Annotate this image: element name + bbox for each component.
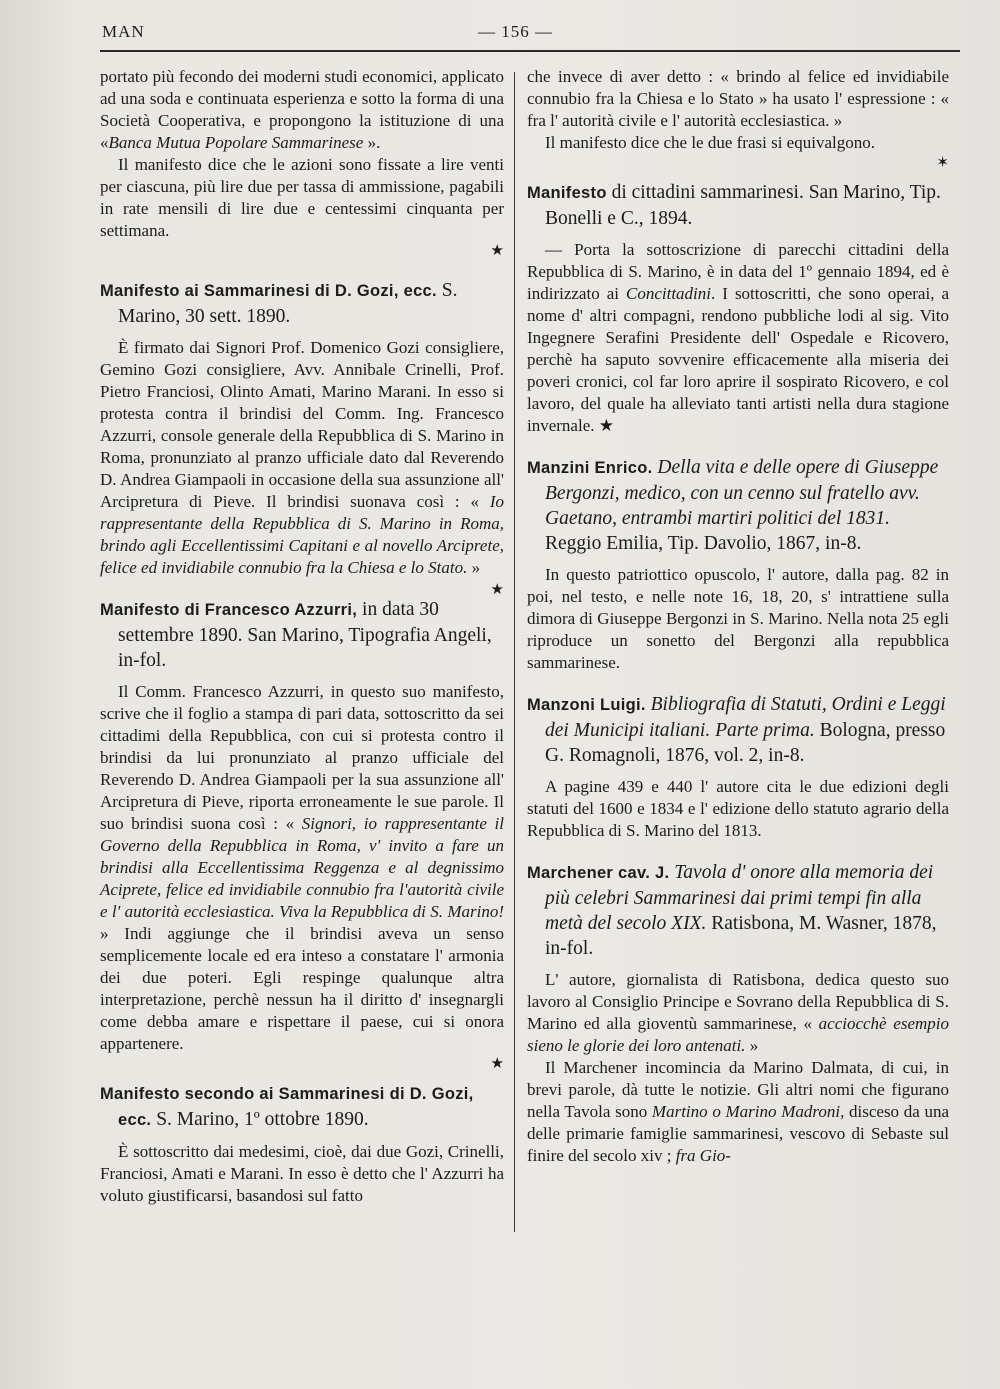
star-mark: ★ (490, 582, 504, 598)
entry-author: Manifesto (527, 184, 607, 202)
entry-heading (100, 278, 504, 329)
bibliography-entry (100, 278, 504, 598)
entry-author: Manzini Enrico. (527, 459, 653, 477)
entry-publication: Bologna, presso G. Romagnoli, 1876, vol. 2, in-8. (545, 720, 946, 766)
entry-description: Il Comm. Francesco Azzurri, in questo suo manifesto, scrive che il foglio a stampa di pari data, sottoscritto da sei cittadimi della Repubblica, con cui si protesta contro il brindisi da lui pronunziato al pranzo ufficiale del Reverendo D. Andrea Giampaoli per la sua assunzione all' Arcipretura di Pieve, riporta erroneamente le sue parole. Il suo brindisi suona così : « Signori, io rappresentante il Governo della Repubblica in Roma, v' invito a fare un brindisi alla Eccellentissima Reggenza e al degnissimo Aciprete, felice ed invidiabile connubio fra l'autorità civile e l' autorità ecclesiastica. Viva la Repubblica di S. Marino! » Indi aggiunge che il brindisi aveva un senso semplicemente locale ed era inteso a constatare l' armonia dei due poteri. Egli respinge qualunque altra interpretazione, perchè nessun ha il diritto d' insegnargli come debba amare e rispettare il paese, cui si onora appartenere. (100, 682, 504, 1053)
entry-description: — Porta la sottoscrizione di parecchi cittadini della Repubblica di S. Marino, è in data del 1º gennaio 1894, ed è indirizzato ai Concittadini. I sottoscritti, che sono operai, a nome d' altri compagni, rendono pubbliche lodi al sig. Vito Ingegnere Serafini Presidente dell' Ospedale e Ricovero, perchè ha saputo sovvenire efficacemente alla miseria dei poveri cronici, col far loro aprire il sospirato Ricovero, e col lavoro, del quale ha alleviato tanti artisti nella dura stagione invernale. ★ (527, 240, 949, 435)
running-title: MAN (102, 22, 145, 41)
paragraph: portato più fecondo dei moderni studi economici, applicato ad una soda e continuata esperienza e sotto la forma di una Società Cooperativa, e propongono la istituzione di una «Banca Mutua Popolare Sammarinese ». (100, 67, 504, 152)
entry-heading (527, 180, 949, 231)
entry-description: In questo patriottico opuscolo, l' autore, dalla pag. 82 in poi, nel testo, e nelle note 16, 18, 20, s' intrattiene sulla dimora di Giuseppe Bergonzi in S. Marino. Nella nota 25 egli riproduce un sonetto del Bergonzi alla repubblica sammarinese. (527, 565, 949, 672)
entry-author: Manzoni Luigi. (527, 696, 646, 714)
entry-title: Della vita e delle opere di Giuseppe Bergonzi, medico, con un cenno sul fratello avv. Gaetano, entrambi martiri politici del 1831. (545, 457, 939, 529)
entry-publication: in data 30 settembre 1890. San Marino, Tipografia Angeli, in-fol. (118, 599, 492, 671)
entry-description: A pagine 439 e 440 l' autore cita le due edizioni degli statuti del 1600 e 1834 e l' edizione dello statuto agrario della Repubblica di S. Marino del 1813. (527, 777, 949, 840)
entry-publication: S. Marino, 1º ottobre 1890. (151, 1109, 369, 1130)
star-mark: ★ (490, 243, 504, 259)
entry-publication: di cittadini sammarinesi. San Marino, Tip. Bonelli e C., 1894. (545, 182, 941, 229)
entry-description: È sottoscritto dai medesimi, cioè, dai due Gozi, Crinelli, Franciosi, Amati e Marani. In esso è detto che l' Azzurri ha voluto giustificarsi, basandosi sul fatto (100, 1142, 504, 1205)
bibliography-entry (527, 860, 949, 1167)
right-column (527, 66, 949, 1167)
bibliography-entry (100, 1081, 504, 1207)
bibliography-entry (527, 455, 949, 674)
entry-heading (100, 1081, 504, 1133)
page-header (100, 22, 1000, 46)
entry-author: Manifesto di Francesco Azzurri, (100, 601, 358, 619)
paragraph: Il manifesto dice che le azioni sono fissate a lire venti per ciascuna, più lire due per tassa di ammissione, pagabili in rate mensili di lire due e centessimi cinquanta per settimana. (100, 155, 504, 240)
entry-publication: Reggio Emilia, Tip. Davolio, 1867, in-8. (545, 533, 862, 554)
entry-description: Il Marchener incomincia da Marino Dalmata, di cui, in brevi parole, dà tutte le notizie. Gli altri nomi che figurano nella Tavola sono Martino o Marino Madroni, disceso da una delle primarie famiglie sammarinesi, vescovo di Sebaste sul finire del secolo xiv ; fra Gio- (527, 1058, 950, 1165)
paragraph: Il manifesto dice che le due frasi si equivalgono. (545, 133, 875, 152)
asterisk-mark: ✶ (936, 155, 949, 171)
entry-author: Manifesto secondo ai Sammarinesi di D. Gozi, ecc. (100, 1085, 474, 1129)
left-column (100, 66, 504, 1207)
entry-title: Tavola d' onore alla memoria dei più celebri Sammarinesi dai primi tempi fin alla metà del secolo XIX. (545, 862, 934, 934)
entry-publication: Ratisbona, M. Wasner, 1878, in-fol. (545, 913, 937, 959)
entry-description: L' autore, giornalista di Ratisbona, dedica questo suo lavoro al Consiglio Principe e Sovrano della Repubblica di S. Marino ed alla gioventù sammarinese, « acciocchè esempio sieno le glorie dei loro antenati. » (527, 970, 949, 1055)
header-rule (100, 50, 960, 52)
entry-heading (527, 455, 949, 556)
paragraph: che invece di aver detto : « brindo al felice ed invidiabile connubio fra la Chiesa e lo Stato » ha usato l' espressione : « fra l' autorità civile e l' autorità ecclesiastica. » (527, 67, 949, 130)
star-mark: ★ (598, 416, 614, 435)
entry-heading (100, 597, 504, 673)
page-number: — 156 — (478, 22, 553, 41)
column-divider (514, 72, 515, 1232)
bibliography-entry (527, 180, 949, 437)
bibliography-entry (527, 692, 949, 842)
bibliography-entry (100, 597, 504, 1073)
entry-heading (527, 692, 949, 768)
entry-publication: S. Marino, 30 sett. 1890. (118, 280, 458, 327)
entry-author: Manifesto ai Sammarinesi di D. Gozi, ecc. (100, 282, 437, 300)
entry-description: È firmato dai Signori Prof. Domenico Gozi consigliere, Gemino Gozi consigliere, Avv. Annibale Crinelli, Prof. Pietro Franciosi, Olinto Amati, Marino Marani. In esso si protesta contra il brindisi del Comm. Ing. Francesco Azzurri, console generale della Repubblica di S. Marino in Roma, pronunziato al pranzo ufficiale dato dal Reverendo D. Andrea Giampaoli in occasione della sua assunzione all' Arcipretura di Pieve. Il brindisi suonava così : « Io rappresentante della Repubblica di S. Marino in Roma, brindo agli Eccellentissimi Capitani e al novello Arciprete, felice ed invidiabile connubio fra la Chiesa e lo Stato. » ★ (100, 337, 504, 579)
entry-heading (527, 860, 949, 961)
star-mark: ★ (490, 1056, 504, 1072)
entry-author: Marchener cav. J. (527, 864, 670, 882)
entry-title: Bibliografia di Statuti, Ordini e Leggi dei Municipi italiani. Parte prima. (545, 694, 946, 741)
